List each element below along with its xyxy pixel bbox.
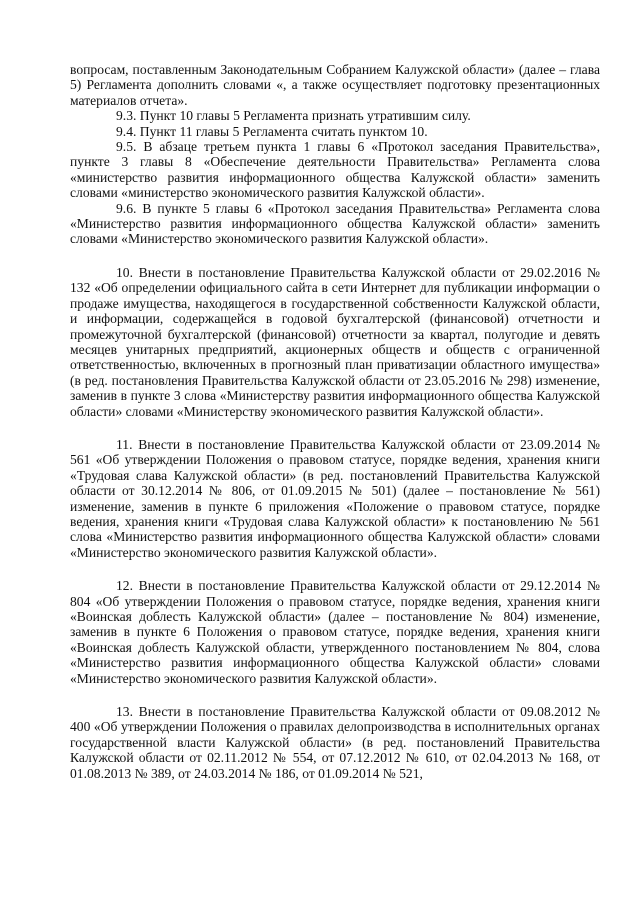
paragraph-gap — [70, 686, 600, 704]
paragraph-12: 12. Внести в постановление Правительства Калужской области от 29.12.2014 № 804 «Об утверждении Положения о правовом статусе, порядке ведения, хранения книги «Воинская доблесть Калужской области» (далее – постановление № 804) изменение, заменив в пункте 6 Положения о правовом статусе, порядке ведения, хранения книги «Воинская доблесть Калужской области, утвержденного постановлением № 804, слова «Министерство развития информационного общества Калужской области» словами «Министерство экономического развития Калужской области». — [70, 578, 600, 686]
paragraph-gap — [70, 560, 600, 578]
paragraph-9-4: 9.4. Пункт 11 главы 5 Регламента считать пунктом 10. — [116, 123, 428, 139]
paragraph-11: 11. Внести в постановление Правительства Калужской области от 23.09.2014 № 561 «Об утверждении Положения о правовом статусе, порядке ведения, хранения книги «Трудовая слава Калужской области» (в ред. постановлений Правительства Калужской области от 30.12.2014 № 806, от 01.09.2015 № 501) (далее – постановление № 561) изменение, заменив в пункте 6 приложения «Положение о правовом статусе, порядке ведения, хранения книги «Трудовая слава Калужской области» к постановлению № 561 слова «Министерство развития информационного общества Калужской области» словами «Министерство экономического развития Калужской области». — [70, 436, 600, 560]
document-body — [70, 62, 600, 781]
paragraph-gap — [70, 419, 600, 437]
paragraph-9-3: 9.3. Пункт 10 главы 5 Регламента признать утратившим силу. — [116, 108, 471, 124]
paragraph-continuation: вопросам, поставленным Законодательным Собранием Калужской области» (далее – глава 5) Регламента дополнить словами «, а также осуществляет подготовку презентационных материалов отчета». — [70, 62, 600, 108]
paragraph-gap — [70, 247, 600, 265]
paragraph-10: 10. Внести в постановление Правительства Калужской области от 29.02.2016 № 132 «Об определении официального сайта в сети Интернет для публикации информации о продаже имущества, находящегося в государственной собственности Калужской области, и информации, содержащейся в годовой бухгалтерской (финансовой) отчетности и промежуточной бухгалтерской (финансовой) отчетности за квартал, полугодие и девять месяцев унитарных предприятий, акционерных обществ и обществ с ограниченной ответственностью, включенных в прогнозный план приватизации областного имущества» (в ред. постановления Правительства Калужской области от 23.05.2016 № 298) изменение, заменив в пункте 3 слова «Министерству развития информационного общества Калужской области» словами «Министерству экономического развития Калужской области». — [70, 264, 600, 419]
paragraph-13: 13. Внести в постановление Правительства Калужской области от 09.08.2012 № 400 «Об утверждении Положения о правилах делопроизводства в исполнительных органах государственной власти Калужской области» (в ред. постановлений Правительства Калужской области от 02.11.2012 № 554, от 07.12.2012 № 610, от 02.04.2013 № 168, от 01.08.2013 № 389, от 24.03.2014 № 186, от 01.09.2014 № 521, — [70, 704, 600, 781]
paragraph-9-6: 9.6. В пункте 5 главы 6 «Протокол заседания Правительства» Регламента слова «Министерство развития информационного общества Калужской области» заменить словами «Министерство экономического развития Калужской области». — [70, 200, 600, 247]
paragraph-9-5: 9.5. В абзаце третьем пункта 1 главы 6 «Протокол заседания Правительства», пункте 3 главы 8 «Обеспечение деятельности Правительства» Регламента слова «министерство развития информационного общества Калужской области» заменить словами «министерство экономического развития Калужской области». — [70, 139, 600, 201]
